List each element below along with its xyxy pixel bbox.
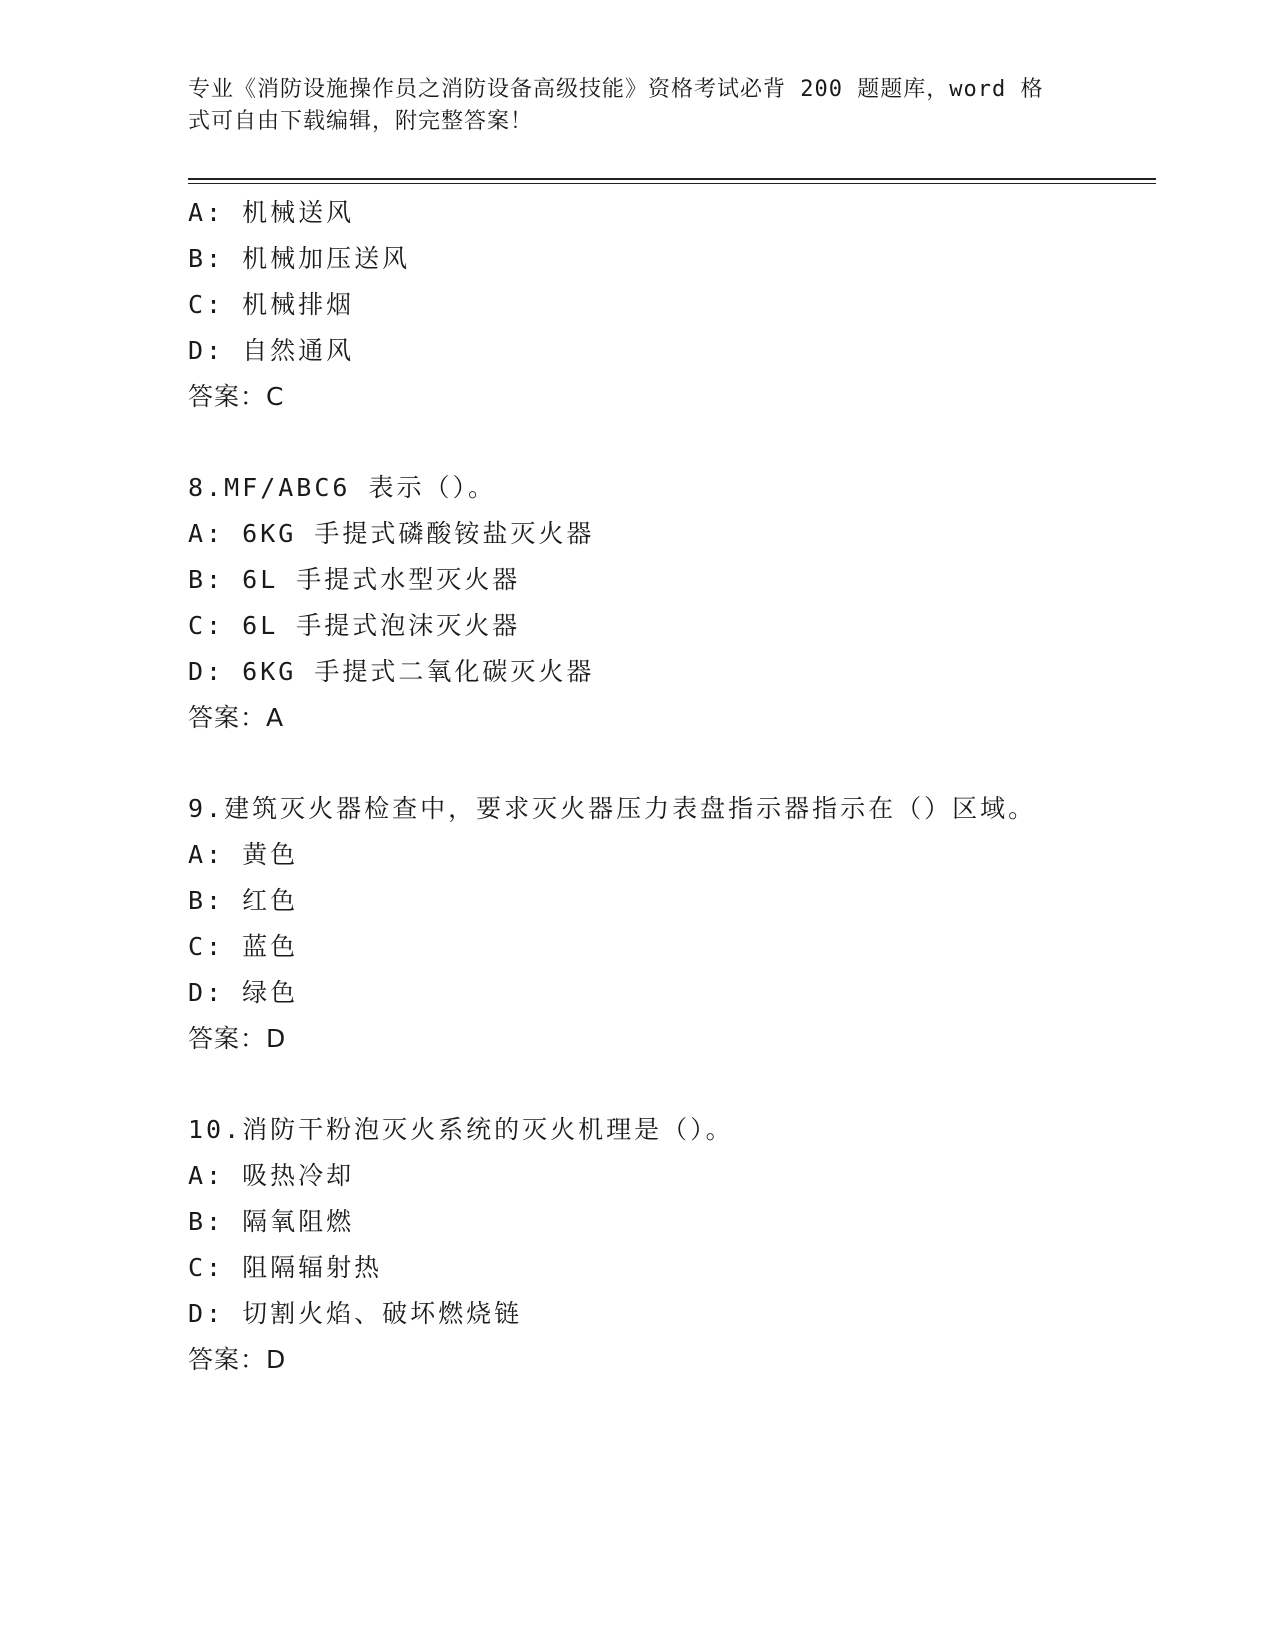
option-c: C: 蓝色 [188, 932, 299, 961]
option-a: A: 机械送风 [188, 198, 355, 227]
option-b: B: 机械加压送风 [188, 244, 411, 273]
spacer [188, 420, 1168, 465]
spacer [188, 1062, 1168, 1107]
option-b: B: 隔氧阻燃 [188, 1207, 355, 1236]
document-header [188, 74, 1088, 138]
option-c: C: 6L 手提式泡沫灭火器 [188, 611, 521, 640]
option-d: D: 绿色 [188, 978, 299, 1007]
option-a: A: 黄色 [188, 840, 299, 869]
answer-line: 答案：C [188, 382, 285, 411]
option-b: B: 6L 手提式水型灭火器 [188, 565, 521, 594]
question-list [188, 190, 1168, 1383]
question-block-8 [188, 465, 1168, 741]
option-d: D: 6KG 手提式二氧化碳灭火器 [188, 657, 595, 686]
option-b: B: 红色 [188, 886, 299, 915]
option-c: C: 阻隔辐射热 [188, 1253, 383, 1282]
header-line-1: 专业《消防设施操作员之消防设备高级技能》资格考试必背 200 题题库，word 格 [188, 77, 1044, 102]
option-d: D: 切割火焰、破坏燃烧链 [188, 1299, 523, 1328]
question-text: 10.消防干粉泡灭火系统的灭火机理是（）。 [188, 1115, 734, 1144]
answer-line: 答案：D [188, 1345, 287, 1374]
question-text: 9.建筑灭火器检查中，要求灭火器压力表盘指示器指示在（）区域。 [188, 794, 1037, 823]
question-block-7 [188, 190, 1168, 420]
spacer [188, 741, 1168, 786]
header-divider-thick [188, 178, 1156, 180]
question-block-9 [188, 786, 1168, 1062]
question-text: 8.MF/ABC6 表示（）。 [188, 473, 497, 502]
option-d: D: 自然通风 [188, 336, 355, 365]
question-block-10 [188, 1107, 1168, 1383]
header-line-2: 式可自由下载编辑，附完整答案！ [188, 109, 534, 134]
option-a: A: 吸热冷却 [188, 1161, 355, 1190]
option-c: C: 机械排烟 [188, 290, 355, 319]
option-a: A: 6KG 手提式磷酸铵盐灭火器 [188, 519, 595, 548]
answer-line: 答案：A [188, 703, 285, 732]
answer-line: 答案：D [188, 1024, 287, 1053]
header-divider-thin [188, 183, 1156, 184]
